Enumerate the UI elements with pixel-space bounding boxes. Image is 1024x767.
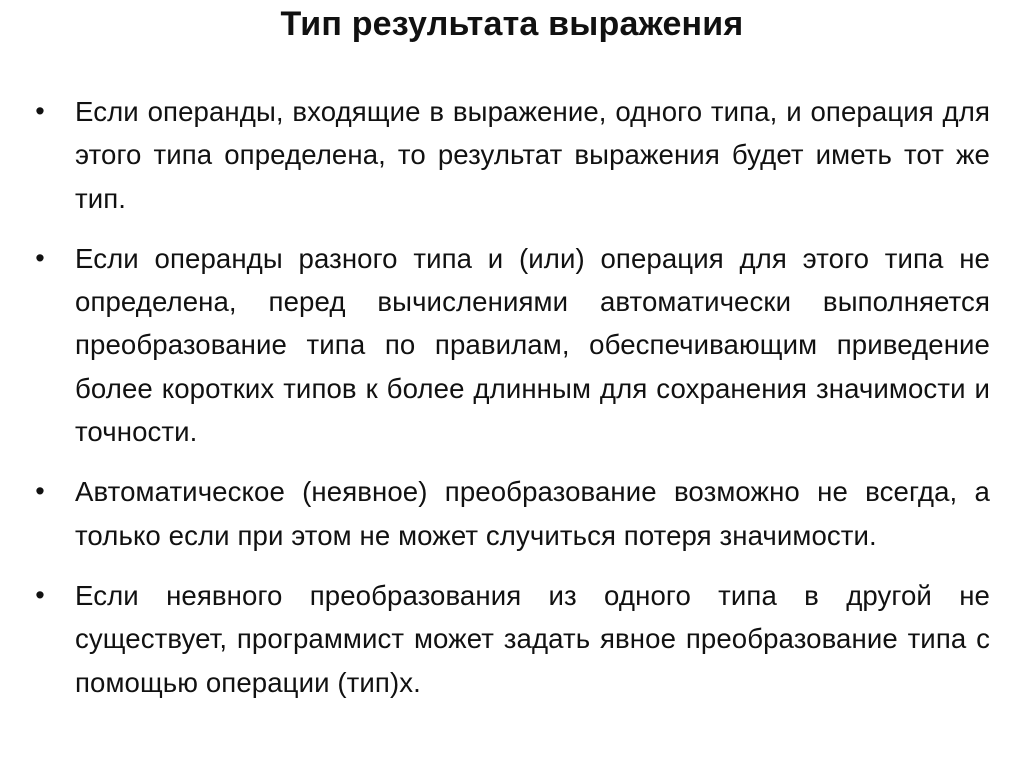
bullet-item [30,574,990,704]
bullet-marker: • [35,96,45,126]
bullet-text: Если операнды, входящие в выражение, одного типа, и операция для этого типа определена, то результат выражения будет иметь тот же тип. [75,96,990,214]
bullet-marker: • [35,579,45,610]
bullet-text: Автоматическое (неявное) преобразование возможно не всегда, а только если при этом не может случиться потеря значимости. [75,476,990,551]
bullet-marker: • [35,242,45,273]
bullet-text: Если неявного преобразования из одного типа в другой не существует, программист может задать явное преобразование типа с помощью операции (тип)x. [75,579,990,698]
bullet-item [30,470,990,557]
bullet-item [30,90,990,220]
slide-title: Тип результата выражения [280,5,744,43]
bullet-item [30,237,990,453]
bullet-list [30,90,990,721]
bullet-text: Если операнды разного типа и (или) операция для этого типа не определена, перед вычислениями автоматически выполняется преобразование типа по правилам, обеспечивающим приведение более коротких типов к более длинным для сохранения значимости и точности. [75,242,990,448]
bullet-marker: • [35,476,45,507]
